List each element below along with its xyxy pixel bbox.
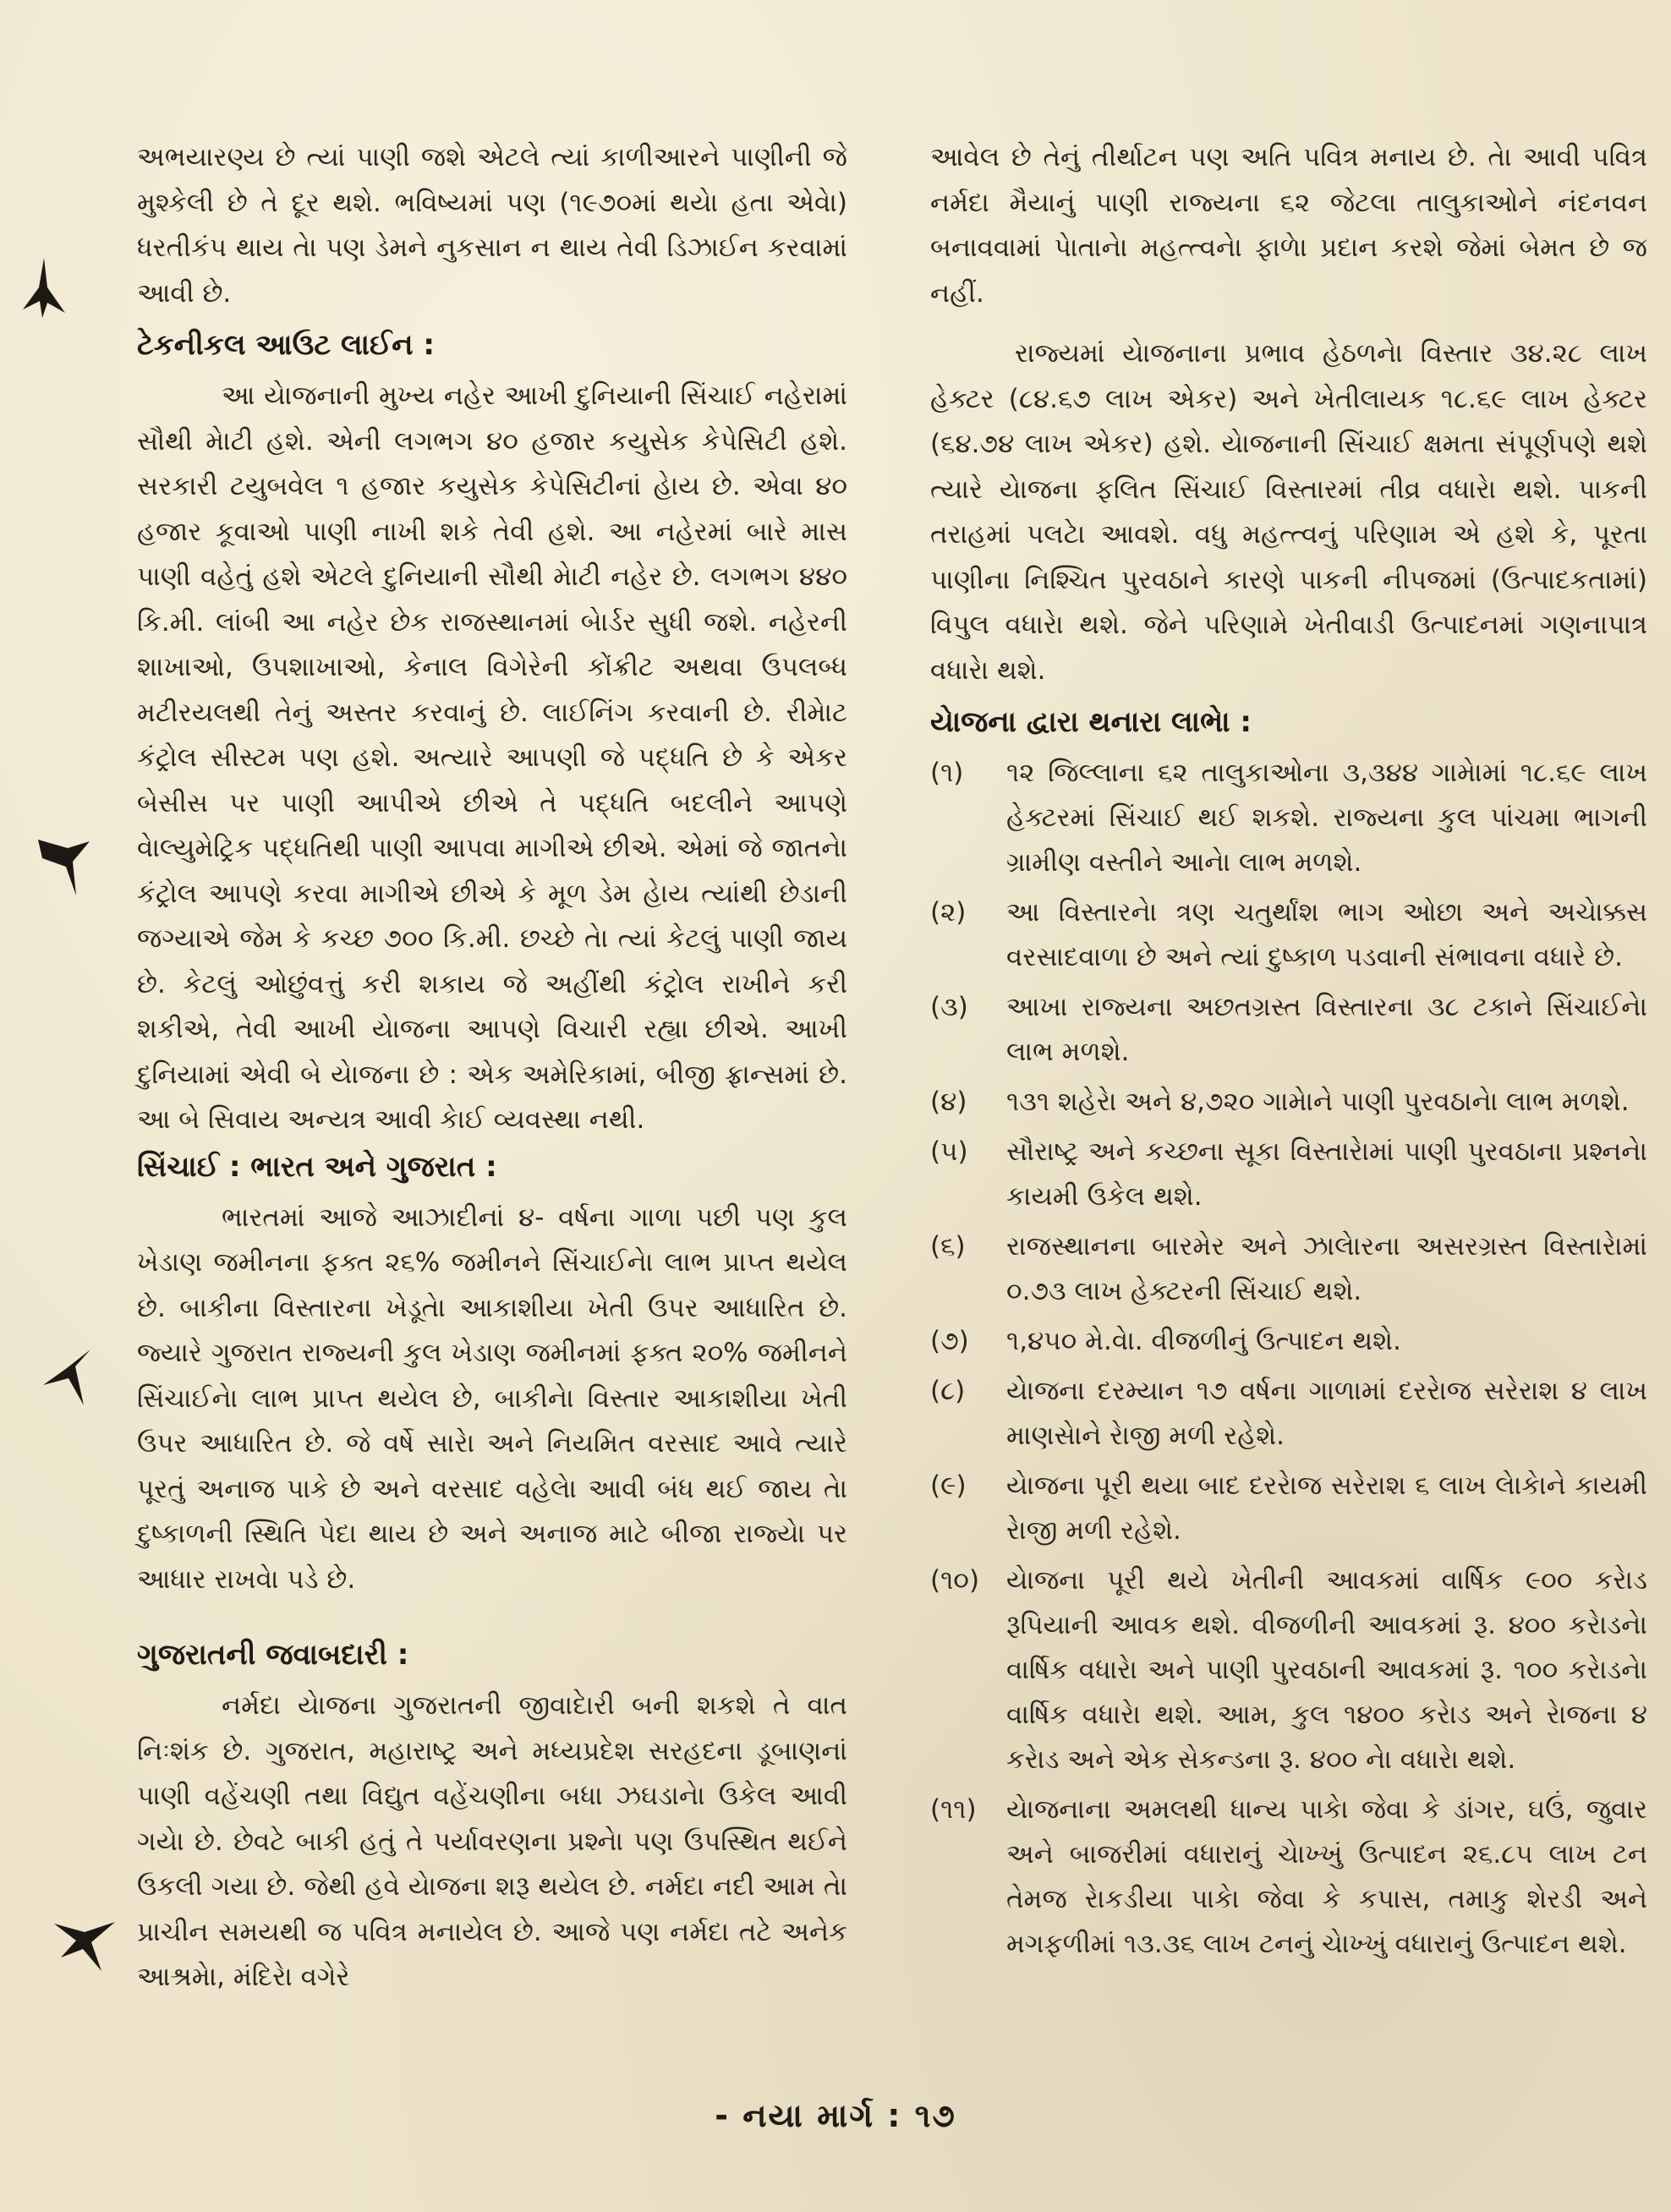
item-number: (૬) (930, 1231, 966, 1262)
item-number: (૫) (930, 1136, 968, 1167)
list-item (930, 1080, 1647, 1125)
binder-mark-icon (19, 254, 69, 321)
list-item (930, 1788, 1647, 1967)
item-number: (૧૦) (930, 1565, 980, 1596)
item-number: (૧૧) (930, 1794, 977, 1825)
item-text: યેાજના પૂરી થયા બાદ દરરેાજ સરેરાશ ૬ લાખ લેાકેાને કાયમી રેાજી મળી રહેશે. (1006, 1470, 1647, 1546)
item-text: ૧૨ જિલ્લાના ૬૨ તાલુકાઓના ૩,૩૪૪ ગામેામાં ૧૮.૬૯ લાખ હેક્ટરમાં સિંચાઈ થઈ શકશે. રાજ્યના કુલ પાંચમા ભાગની ગ્રામીણ વસ્તીને આનેા લાભ મળશે. (1006, 758, 1647, 878)
right-column (930, 135, 1647, 1972)
item-text: આખા રાજ્યના અછતગ્રસ્ત વિસ્તારના ૩૮ ટકાને સિંચાઈનેા લાભ મળશે. (1006, 992, 1647, 1067)
paragraph: ભારતમાં આજે આઝાદીનાં ૪- વર્ષના ગાળા પછી પણ કુલ ખેડાણ જમીનના ફક્ત ૨૬% જમીનને સિંચાઈનેા લાભ પ્રાપ્ત થયેલ છે. બાકીના વિસ્તારના ખેડૂતેા આકાશીયા ખેતી ઉપર આધારિત છે. જ્યારે ગુજરાત રાજ્યની કુલ ખેડાણ જમીનમાં ફક્ત ૨૦% જમીનને સિંચાઈનેા લાભ પ્રાપ્ત થયેલ છે, બાકીનેા વિસ્તાર આકાશીયા ખેતી ઉપર આધારિત છે. જે વર્ષે સારેા અને નિયમિત વરસાદ આવે ત્યારે પૂરતું અનાજ પાકે છે અને વરસાદ વહેલેા આવી બંધ થઈ જાય તેા દુષ્કાળની સ્થિતિ પેદા થાય છે અને અનાજ માટે બીજા રાજ્યેા પર આધાર રાખવેા પડે છે. (137, 1202, 847, 1595)
item-text: ૧,૪૫૦ મે.વેા. વીજળીનું ઉત્પાદન થશે. (1006, 1326, 1401, 1356)
paragraph: નર્મદા યેાજના ગુજરાતની જીવાદેારી બની શકશે તે વાત નિઃશંક છે. ગુજરાત, મહારાષ્ટ્ર અને મધ્યપ્રદેશ સરહદના ડૂબાણનાં પાણી વહેંચણી તથા વિદ્યુત વહેંચણીના બધા ઝઘડાનેા ઉકેલ આવી ગયેા છે. છેવટે બાકી હતું તે પર્યાવરણના પ્રશ્નેા પણ ઉપસ્થિત થઈને ઉકલી ગયા છે. જેથી હવે યેાજના શરૂ થયેલ છે. નર્મદા નદી આમ તેા પ્રાચીન સમયથી જ પવિત્ર મનાયેલ છે. આજે પણ નર્મદા તટે અનેક આશ્રમેા, મંદિરેા વગેરે (137, 1690, 847, 1992)
section-heading: ગુજરાતની જવાબદારી : (137, 1638, 409, 1672)
benefits-list (930, 751, 1647, 1967)
item-text: યેાજનાના અમલથી ધાન્ય પાકેા જેવા કે ડાંગર, ઘઉં, જુવાર અને બાજરીમાં વધારાનું ચેાખ્ખું ઉત્પાદન ૨૬.૮૫ લાખ ટન તેમજ રેાકડીયા પાકેા જેવા કે કપાસ, તમાકુ શેરડી અને મગફળીમાં ૧૩.૩૬ લાખ ટનનું ચેાખ્ખું વધારાનું ઉત્પાદન થશે. (1006, 1794, 1647, 1959)
item-number: (૪) (930, 1087, 967, 1117)
binder-mark-icon (34, 833, 93, 901)
item-number: (૮) (930, 1376, 966, 1406)
left-column (137, 135, 847, 2001)
item-text: સૌરાષ્ટ્ર અને કચ્છના સૂકા વિસ્તારેામાં પાણી પુરવઠાના પ્રશ્નનેા કાયમી ઉકેલ થશે. (1006, 1136, 1647, 1212)
item-number: (૧) (930, 758, 964, 788)
paragraph: રાજ્યમાં યેાજનાના પ્રભાવ હેઠળનેા વિસ્તાર ૩૪.૨૮ લાખ હેક્ટર (૮૪.૬૭ લાખ એકર) અને ખેતીલાયક ૧૮.૬૯ લાખ હેક્ટર (૬૪.૭૪ લાખ એકર) હશે. યેાજનાની સિંચાઈ ક્ષમતા સંપૂર્ણપણે થશે ત્યારે યેાજના ફલિત સિંચાઈ વિસ્તારમાં તીવ્ર વધારેા થશે. પાકની તરાહમાં પલટેા આવશે. વધુ મહત્ત્વનું પરિણામ એ હશે કે, પૂરતા પાણીના નિશ્ચિત પુરવઠાને કારણે પાકની નીપજમાં (ઉત્પાદકતામાં) વિપુલ વધારેા થશે. જેને પરિણામે ખેતીવાડી ઉત્પાદનમાં ગણનાપાત્ર વધારેા થશે. (930, 338, 1647, 686)
list-item (930, 1130, 1647, 1219)
list-item (930, 1464, 1647, 1553)
list-item (930, 1319, 1647, 1364)
item-text: ૧૩૧ શહેરેા અને ૪,૭૨૦ ગામેાને પાણી પુરવઠાનેા લાભ મળશે. (1006, 1087, 1630, 1117)
section-heading: સિંચાઈ : ભારત અને ગુજરાત : (137, 1149, 497, 1184)
list-item (930, 1224, 1647, 1314)
binder-mark-icon (51, 1915, 118, 1974)
item-number: (૭) (930, 1326, 969, 1356)
list-item (930, 1558, 1647, 1782)
section-heading: ટેકનીકલ આઉટ લાઈન : (137, 328, 436, 362)
list-item (930, 1369, 1647, 1459)
item-number: (૩) (930, 992, 968, 1022)
paragraph: આવેલ છે તેનું તીર્થાટન પણ અતિ પવિત્ર મનાય છે. તેા આવી પવિત્ર નર્મદા મૈયાનું પાણી રાજ્યના ૬૨ જેટલા તાલુકાઓને નંદનવન બનાવવામાં પેાતાનેા મહત્ત્વનેા ફાળેા પ્રદાન કરશે જેમાં બેમત છે જ નહીં. (930, 142, 1647, 309)
list-item (930, 985, 1647, 1075)
item-text: યેાજના પૂરી થયે ખેતીની આવકમાં વાર્ષિક ૯૦૦ કરેાડ રૂપિયાની આવક થશે. વીજળીની આવકમાં રૂ. ૪૦૦ કરેાડનેા વાર્ષિક વધારેા અને પાણી પુરવઠાની આવકમાં રૂ. ૧૦૦ કરેાડનેા વાર્ષિક વધારેા થશે. આમ, કુલ ૧૪૦૦ કરેાડ અને રેાજના ૪ કરેાડ અને એક સેકન્ડના રૂ. ૪૦૦ નેા વધારેા થશે. (1006, 1565, 1647, 1775)
binder-mark-icon (38, 1344, 97, 1412)
item-text: આ વિસ્તારનેા ત્રણ ચતુર્થાંશ ભાગ ઓછા અને અચેાક્કસ વરસાદવાળા છે અને ત્યાં દુષ્કાળ પડવાની સંભાવના વધારે છે. (1006, 897, 1647, 972)
list-item (930, 751, 1647, 885)
page-footer: - નયા માર્ગ : ૧૭ (715, 2097, 956, 2134)
item-number: (૯) (930, 1470, 967, 1501)
item-text: રાજસ્થાનના બારમેર અને ઝાલેારના અસરગ્રસ્ત વિસ્તારેામાં ૦.૭૩ લાખ હેક્ટરની સિંચાઈ થશે. (1006, 1231, 1647, 1306)
item-number: (૨) (930, 897, 967, 928)
section-heading: યેાજના દ્વારા થનારા લાભેા : (930, 705, 1252, 739)
paragraph: આ યેાજનાની મુખ્ય નહેર આખી દુનિયાની સિંચાઈ નહેરામાં સૌથી મેાટી હશે. એની લગભગ ૪૦ હજાર કયુસેક કેપેસિટી હશે. સરકારી ટયુબવેલ ૧ હજાર કયુસેક કેપેસિટીનાં હેાય છે. એવા ૪૦ હજાર કૂવાઓ પાણી નાખી શકે તેવી હશે. આ નહેરમાં બારે માસ પાણી વહેતું હશે એટલે દુનિયાની સૌથી મેાટી નહેર છે. લગભગ ૪૪૦ કિ.મી. લાંબી આ નહેર છેક રાજસ્થાનમાં બેાર્ડર સુધી જશે. નહેરની શાખાઓ, ઉપશાખાઓ, કેનાલ વિગેરેની કોંક્રીટ અથવા ઉપલબ્ધ મટીરયલથી તેનું અસ્તર કરવાનું છે. લાઈનિંગ કરવાની છે. રીમેાટ કંટ્રોલ સીસ્ટમ પણ હશે. અત્યારે આપણી જે પદ્ધતિ છે કે એકર બેસીસ પર પાણી આપીએ છીએ તે પદ્ધતિ બદલીને આપણે વેાલ્યુમેટ્રિક પદ્ધતિથી પાણી આપવા માગીએ છીએ. એમાં જે જાતનેા કંટ્રોલ આપણે કરવા માગીએ છીએ કે મૂળ ડેમ હેાય ત્યાંથી છેડાની જગ્યાએ જેમ કે કચ્છ ૭૦૦ કિ.મી. છચ્છે તેા ત્યાં કેટલું પાણી જાય છે. કેટલું ઓછુંવત્તું કરી શકાય જે અહીંથી કંટ્રોલ રાખીને કરી શકીએ, તેવી આખી યેાજના આપણે વિચારી રહ્યા છીએ. આખી દુનિયામાં એવી બે યેાજના છે : એક અમેરિકામાં, બીજી ફ્રાન્સમાં છે. આ બે સિવાય અન્યત્ર આવી કેાઈ વ્યવસ્થા નથી. (137, 381, 847, 1135)
paragraph: અભયારણ્ય છે ત્યાં પાણી જશે એટલે ત્યાં કાળીઆરને પાણીની જે મુશ્કેલી છે તે દૂર થશે. ભવિષ્યમાં પણ (૧૯૭૦માં થયેા હતા એવેા) ધરતીકંપ થાય તેા પણ ડેમને નુકસાન ન થાય તેવી ડિઝાઈન કરવામાં આવી છે. (137, 142, 847, 309)
list-item (930, 890, 1647, 980)
item-text: યેાજના દરમ્યાન ૧૭ વર્ષના ગાળામાં દરરેાજ સરેરાશ ૪ લાખ માણસેાને રેાજી મળી રહેશે. (1006, 1376, 1647, 1451)
